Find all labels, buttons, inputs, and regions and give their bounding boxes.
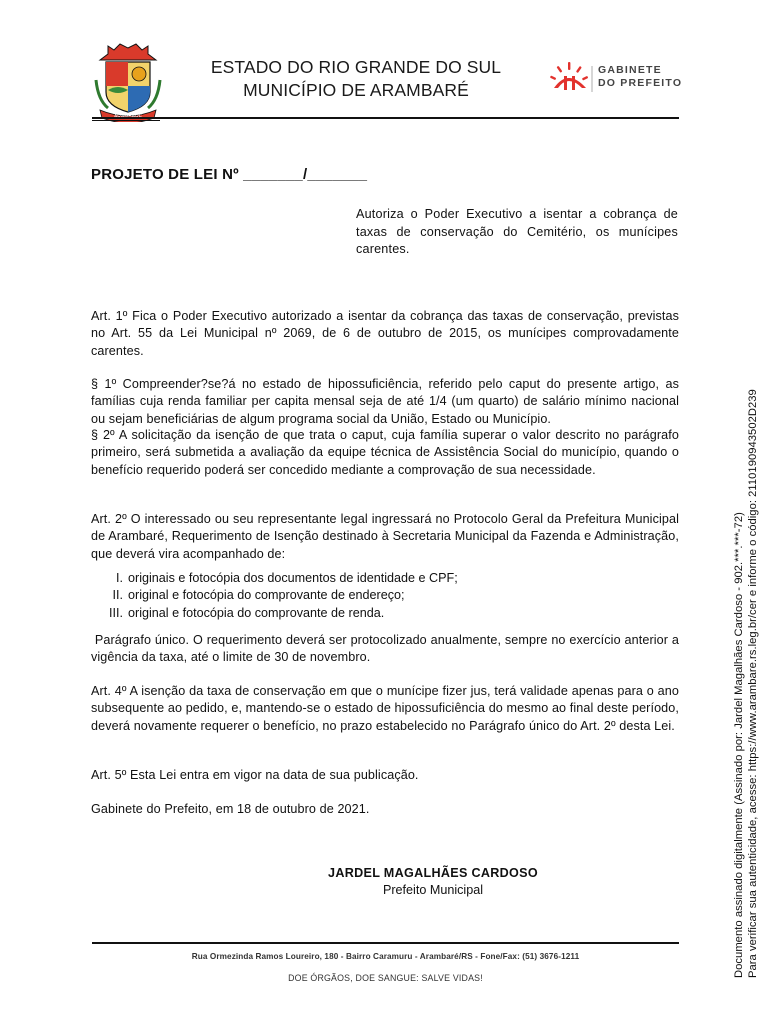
footer-address: Rua Ormezinda Ramos Loureiro, 180 - Bairro Caramuru - Arambaré/RS - Fone/Fax: (51) 3676-1211 xyxy=(191,952,580,961)
requirements-list xyxy=(106,570,526,622)
list-item-number: II. xyxy=(112,588,123,603)
signer-name: JARDEL MAGALHÃES CARDOSO xyxy=(328,866,538,880)
sole-paragraph: Parágrafo único. O requerimento deverá ser protocolizado anualmente, sempre no exercício anterior a vigência da taxa, até o limite de 30 de novembro. xyxy=(91,633,683,665)
list-item-text: original e fotocópia do comprovante de endereço; xyxy=(128,588,405,603)
closing-date: Gabinete do Prefeito, em 18 de outubro de 2021. xyxy=(91,802,370,816)
municipality-line: MUNICÍPIO DE ARAMBARÉ xyxy=(243,80,469,100)
article-1: Art. 1º Fica o Poder Executivo autorizado a isentar da cobrança das taxas de conservação, previstas no Art. 55 da Lei Municipal nº 2069, de 6 de outubro de 2015, os munícipes comprovadamente carentes. xyxy=(91,309,679,358)
paragraph-1: § 1º Compreender?se?á no estado de hipossuficiência, referido pelo caput do presente artigo, as famílias cuja renda familiar per capita mensal seja de até 1/4 (um quarto) de salário mínimo nacional ou sejam beneficiárias de algum programa social da União, Estado ou Município. xyxy=(91,377,679,426)
article-5: Art. 5º Esta Lei entra em vigor na data de sua publicação. xyxy=(91,768,419,782)
signer-role: Prefeito Municipal xyxy=(382,883,484,897)
office-logo-line1: GABINETE xyxy=(598,64,662,76)
list-item xyxy=(106,605,526,622)
footer-slogan: DOE ÓRGÃOS, DOE SANGUE: SALVE VIDAS! xyxy=(288,973,483,983)
office-logo-text xyxy=(598,64,682,90)
list-item xyxy=(106,587,526,604)
office-logo-line2: DO PREFEITO xyxy=(598,77,683,89)
law-ementa: Autoriza o Poder Executivo a isentar a cobrança de taxas de conservação do Cemitério, os munícipes carentes. xyxy=(356,207,678,256)
list-item-text: original e fotocópia do comprovante de renda. xyxy=(128,605,385,620)
header-rule xyxy=(92,117,679,119)
header-rule-accent xyxy=(92,120,160,121)
article-2: Art. 2º O interessado ou seu representante legal ingressará no Protocolo Geral da Prefeitura Municipal de Arambaré, Requerimento de Isenção destinado à Secretaria Municipal da Fazenda e Administração, que deverá vira acompanhado de: xyxy=(91,512,679,561)
stamp-line-1: Documento assinado digitalmente (Assinado por: Jardel Magalhães Cardoso - 902.***.***-72) xyxy=(733,512,745,978)
list-item-number: III. xyxy=(109,605,123,620)
header-title xyxy=(170,56,542,102)
list-item-number: I. xyxy=(116,571,123,585)
law-title: PROJETO DE LEI Nº _______/_______ xyxy=(91,166,368,183)
list-item-text: originais e fotocópia dos documentos de identidade e CPF; xyxy=(128,571,458,585)
list-item xyxy=(106,570,526,587)
footer-rule xyxy=(92,942,679,944)
article-4: Art. 4º A isenção da taxa de conservação em que o munícipe fizer jus, terá validade apenas para o ano subsequente ao pedido, e, mantendo-se o estado de hipossuficiência do mesmo ao final deste período, deverá novamente requerer o benefício, no prazo estabelecido no Parágrafo único do Art. 2º desta Lei. xyxy=(91,684,679,733)
state-line: ESTADO DO RIO GRANDE DO SUL xyxy=(210,57,502,77)
digital-signature-stamp xyxy=(733,278,760,978)
stamp-line-2: Para verificar sua autenticidade, acesse: https://www.arambare.rs.leg.br/cer e informe o código: 21101909435​02D239 xyxy=(746,389,759,978)
municipal-crest xyxy=(94,40,162,122)
paragraph-2: § 2º A solicitação da isenção de que trata o caput, cuja família superar o valor descrito no parágrafo primeiro, será submetida a avaliação da equipe técnica de Assistência Social do município, quando o benefício requerido poderá ser concedido mediante a comprovação de sua necessidade. xyxy=(91,428,679,477)
